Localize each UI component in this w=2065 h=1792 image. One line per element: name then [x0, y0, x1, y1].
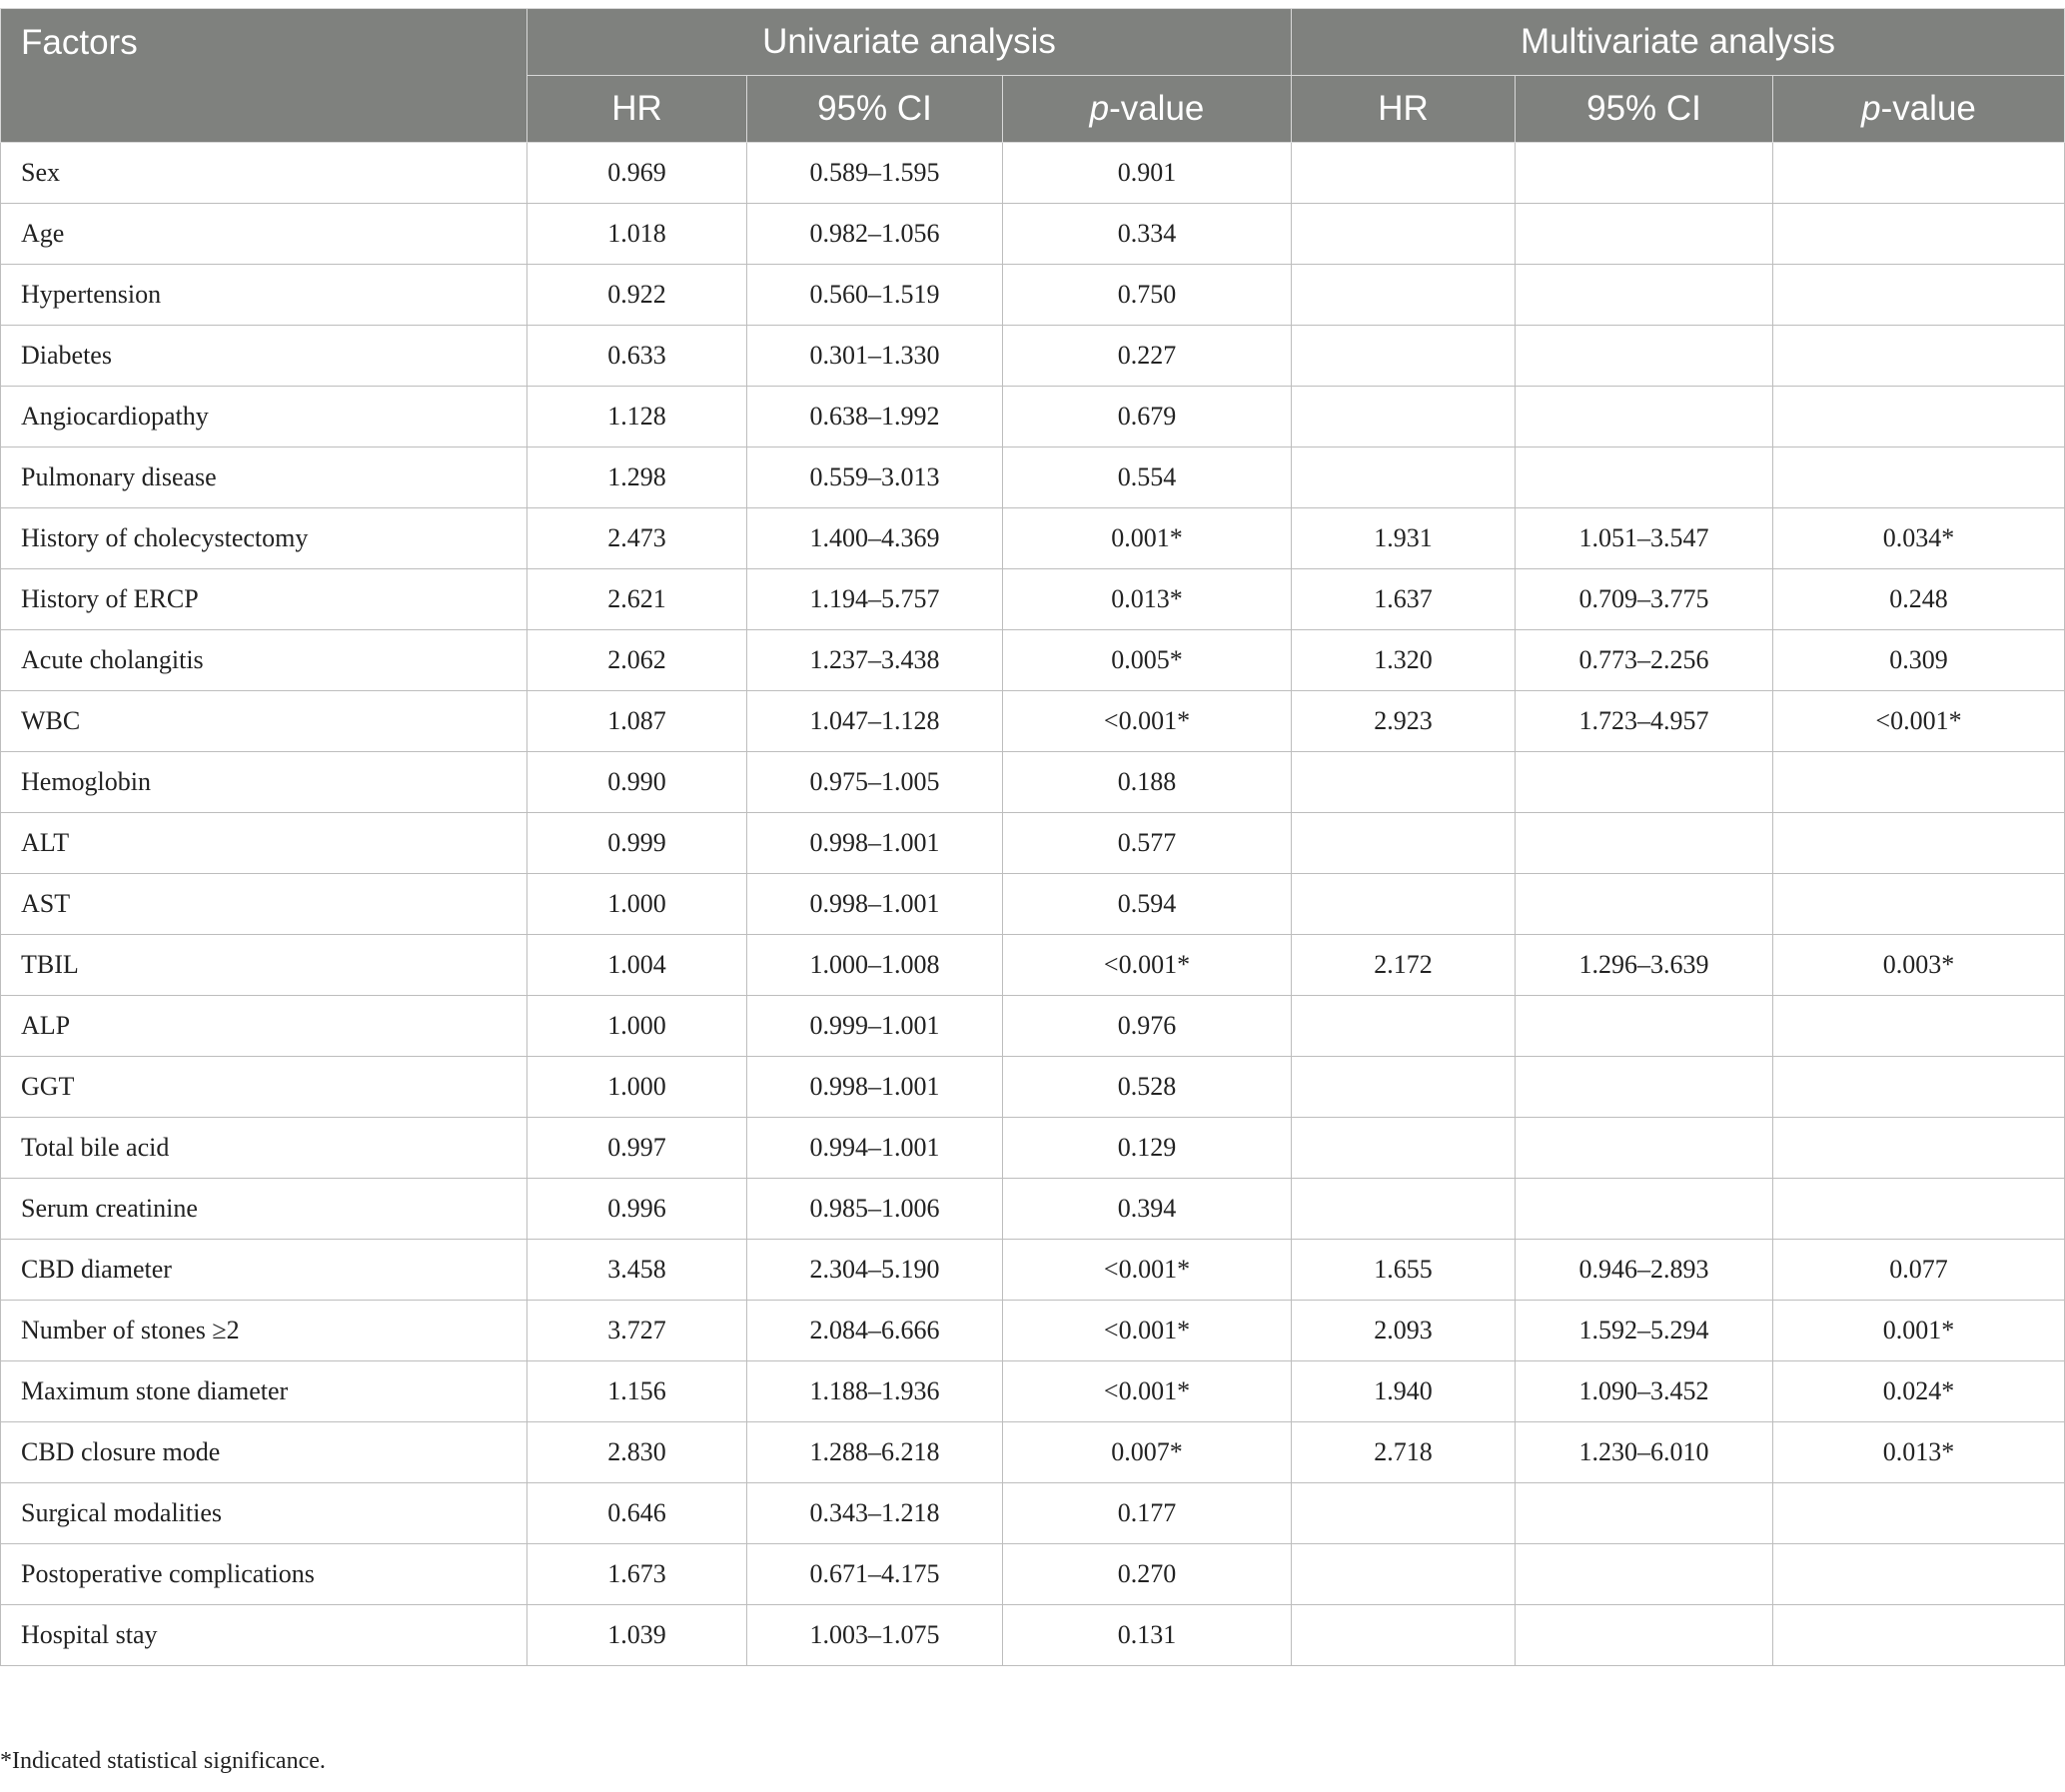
multivariate-p-cell	[1773, 1483, 2065, 1544]
univariate-p-cell: 0.976	[1003, 996, 1292, 1057]
univariate-p-cell: 0.007*	[1003, 1422, 1292, 1483]
table-row	[1, 1361, 2065, 1422]
multivariate-p-cell	[1773, 1118, 2065, 1179]
factor-cell: Hospital stay	[1, 1605, 527, 1666]
multivariate-hr-cell	[1292, 204, 1516, 265]
factor-cell: CBD closure mode	[1, 1422, 527, 1483]
multivariate-p-cell: 0.248	[1773, 569, 2065, 630]
univariate-ci-cell: 1.188–1.936	[747, 1361, 1003, 1422]
factor-cell: Acute cholangitis	[1, 630, 527, 691]
univariate-p-cell: 0.901	[1003, 143, 1292, 204]
univariate-hr-cell: 0.969	[527, 143, 747, 204]
univariate-hr-cell: 1.087	[527, 691, 747, 752]
multivariate-ci-cell: 1.723–4.957	[1516, 691, 1773, 752]
table-row	[1, 204, 2065, 265]
univariate-p-cell: 0.594	[1003, 874, 1292, 935]
univariate-hr-cell: 1.000	[527, 874, 747, 935]
multivariate-ci-cell	[1516, 204, 1773, 265]
univariate-ci-cell: 0.671–4.175	[747, 1544, 1003, 1605]
multivariate-ci-cell	[1516, 143, 1773, 204]
multivariate-p-cell	[1773, 1544, 2065, 1605]
results-table	[0, 8, 2065, 1666]
header-factors: Factors	[1, 9, 527, 143]
table-row	[1, 448, 2065, 508]
factor-cell: Diabetes	[1, 326, 527, 387]
p-suffix: -value	[1109, 89, 1205, 128]
multivariate-p-cell	[1773, 752, 2065, 813]
factor-cell: History of ERCP	[1, 569, 527, 630]
p-italic: p	[1089, 89, 1110, 128]
univariate-p-cell: 0.334	[1003, 204, 1292, 265]
table-row	[1, 1057, 2065, 1118]
table-row	[1, 996, 2065, 1057]
univariate-hr-cell: 2.621	[527, 569, 747, 630]
univariate-p-cell: 0.528	[1003, 1057, 1292, 1118]
univariate-p-cell: 0.750	[1003, 265, 1292, 326]
multivariate-hr-cell	[1292, 996, 1516, 1057]
header-univariate: Univariate analysis	[527, 9, 1292, 76]
univariate-hr-cell: 0.990	[527, 752, 747, 813]
table-row	[1, 1179, 2065, 1240]
univariate-ci-cell: 0.301–1.330	[747, 326, 1003, 387]
multivariate-hr-cell	[1292, 1179, 1516, 1240]
multivariate-hr-cell	[1292, 1118, 1516, 1179]
table-row	[1, 1118, 2065, 1179]
univariate-hr-cell: 1.000	[527, 1057, 747, 1118]
p-italic: p	[1861, 89, 1881, 128]
table-row	[1, 1240, 2065, 1301]
multivariate-hr-cell: 1.655	[1292, 1240, 1516, 1301]
univariate-p-cell: <0.001*	[1003, 1301, 1292, 1361]
univariate-hr-cell: 0.922	[527, 265, 747, 326]
table-row	[1, 752, 2065, 813]
factor-cell: Surgical modalities	[1, 1483, 527, 1544]
table-row	[1, 874, 2065, 935]
univariate-hr-cell: 3.458	[527, 1240, 747, 1301]
univariate-p-cell: 0.394	[1003, 1179, 1292, 1240]
multivariate-ci-cell	[1516, 1605, 1773, 1666]
table-body	[1, 143, 2065, 1666]
multivariate-hr-cell	[1292, 1057, 1516, 1118]
factor-cell: Hemoglobin	[1, 752, 527, 813]
univariate-p-cell: 0.554	[1003, 448, 1292, 508]
multivariate-p-cell: 0.034*	[1773, 508, 2065, 569]
univariate-hr-cell: 0.999	[527, 813, 747, 874]
multivariate-ci-cell: 0.773–2.256	[1516, 630, 1773, 691]
header-multivariate-ci: 95% CI	[1516, 76, 1773, 143]
multivariate-p-cell	[1773, 326, 2065, 387]
table-row	[1, 387, 2065, 448]
univariate-hr-cell: 1.000	[527, 996, 747, 1057]
multivariate-hr-cell: 1.320	[1292, 630, 1516, 691]
table-row	[1, 1544, 2065, 1605]
multivariate-ci-cell	[1516, 874, 1773, 935]
multivariate-hr-cell	[1292, 874, 1516, 935]
univariate-ci-cell: 1.194–5.757	[747, 569, 1003, 630]
factor-cell: Pulmonary disease	[1, 448, 527, 508]
multivariate-hr-cell: 1.940	[1292, 1361, 1516, 1422]
table-row	[1, 935, 2065, 996]
univariate-hr-cell: 1.039	[527, 1605, 747, 1666]
multivariate-ci-cell	[1516, 1544, 1773, 1605]
table-row	[1, 508, 2065, 569]
multivariate-p-cell	[1773, 143, 2065, 204]
univariate-p-cell: <0.001*	[1003, 691, 1292, 752]
multivariate-hr-cell: 2.718	[1292, 1422, 1516, 1483]
univariate-p-cell: <0.001*	[1003, 1361, 1292, 1422]
univariate-ci-cell: 0.589–1.595	[747, 143, 1003, 204]
multivariate-hr-cell: 1.637	[1292, 569, 1516, 630]
header-multivariate: Multivariate analysis	[1292, 9, 2065, 76]
multivariate-hr-cell	[1292, 143, 1516, 204]
factor-cell: ALT	[1, 813, 527, 874]
univariate-ci-cell: 1.047–1.128	[747, 691, 1003, 752]
univariate-hr-cell: 0.996	[527, 1179, 747, 1240]
univariate-ci-cell: 0.560–1.519	[747, 265, 1003, 326]
univariate-ci-cell: 0.985–1.006	[747, 1179, 1003, 1240]
factor-cell: WBC	[1, 691, 527, 752]
univariate-ci-cell: 2.084–6.666	[747, 1301, 1003, 1361]
univariate-hr-cell: 0.633	[527, 326, 747, 387]
univariate-hr-cell: 3.727	[527, 1301, 747, 1361]
univariate-hr-cell: 2.062	[527, 630, 747, 691]
univariate-hr-cell: 1.128	[527, 387, 747, 448]
univariate-p-cell: 0.577	[1003, 813, 1292, 874]
multivariate-p-cell: <0.001*	[1773, 691, 2065, 752]
header-univariate-pvalue	[1003, 76, 1292, 143]
univariate-p-cell: 0.013*	[1003, 569, 1292, 630]
multivariate-p-cell: 0.077	[1773, 1240, 2065, 1301]
factor-cell: History of cholecystectomy	[1, 508, 527, 569]
multivariate-ci-cell: 1.230–6.010	[1516, 1422, 1773, 1483]
multivariate-p-cell	[1773, 1605, 2065, 1666]
multivariate-hr-cell	[1292, 265, 1516, 326]
factor-cell: GGT	[1, 1057, 527, 1118]
table-header	[1, 9, 2065, 143]
multivariate-hr-cell: 2.923	[1292, 691, 1516, 752]
multivariate-hr-cell	[1292, 813, 1516, 874]
univariate-hr-cell: 1.156	[527, 1361, 747, 1422]
univariate-p-cell: 0.227	[1003, 326, 1292, 387]
univariate-hr-cell: 2.830	[527, 1422, 747, 1483]
univariate-ci-cell: 2.304–5.190	[747, 1240, 1003, 1301]
univariate-hr-cell: 1.004	[527, 935, 747, 996]
multivariate-ci-cell	[1516, 752, 1773, 813]
factor-cell: Serum creatinine	[1, 1179, 527, 1240]
multivariate-hr-cell	[1292, 1483, 1516, 1544]
p-suffix: -value	[1880, 89, 1976, 128]
univariate-p-cell: 0.177	[1003, 1483, 1292, 1544]
univariate-ci-cell: 0.998–1.001	[747, 813, 1003, 874]
table-row	[1, 143, 2065, 204]
multivariate-p-cell	[1773, 387, 2065, 448]
univariate-p-cell: 0.001*	[1003, 508, 1292, 569]
footnote: *Indicated statistical significance.	[0, 1748, 326, 1774]
multivariate-p-cell	[1773, 265, 2065, 326]
multivariate-ci-cell	[1516, 1057, 1773, 1118]
univariate-ci-cell: 0.975–1.005	[747, 752, 1003, 813]
multivariate-p-cell: 0.309	[1773, 630, 2065, 691]
multivariate-ci-cell: 1.296–3.639	[1516, 935, 1773, 996]
multivariate-hr-cell	[1292, 326, 1516, 387]
multivariate-ci-cell	[1516, 326, 1773, 387]
univariate-ci-cell: 0.982–1.056	[747, 204, 1003, 265]
multivariate-p-cell	[1773, 204, 2065, 265]
multivariate-p-cell: 0.024*	[1773, 1361, 2065, 1422]
header-univariate-hr: HR	[527, 76, 747, 143]
univariate-ci-cell: 0.994–1.001	[747, 1118, 1003, 1179]
factor-cell: Hypertension	[1, 265, 527, 326]
factor-cell: Number of stones ≥2	[1, 1301, 527, 1361]
multivariate-ci-cell: 1.592–5.294	[1516, 1301, 1773, 1361]
univariate-p-cell: <0.001*	[1003, 935, 1292, 996]
factor-cell: Age	[1, 204, 527, 265]
multivariate-hr-cell: 1.931	[1292, 508, 1516, 569]
table-container	[0, 8, 2065, 1666]
table-row	[1, 813, 2065, 874]
factor-cell: Total bile acid	[1, 1118, 527, 1179]
univariate-ci-cell: 1.288–6.218	[747, 1422, 1003, 1483]
factor-cell: Angiocardiopathy	[1, 387, 527, 448]
univariate-p-cell: 0.005*	[1003, 630, 1292, 691]
multivariate-p-cell	[1773, 1057, 2065, 1118]
table-row	[1, 569, 2065, 630]
table-row	[1, 1301, 2065, 1361]
univariate-ci-cell: 1.003–1.075	[747, 1605, 1003, 1666]
multivariate-ci-cell	[1516, 448, 1773, 508]
univariate-ci-cell: 0.999–1.001	[747, 996, 1003, 1057]
univariate-ci-cell: 0.343–1.218	[747, 1483, 1003, 1544]
multivariate-hr-cell	[1292, 387, 1516, 448]
univariate-hr-cell: 1.018	[527, 204, 747, 265]
table-row	[1, 326, 2065, 387]
univariate-hr-cell: 1.298	[527, 448, 747, 508]
multivariate-hr-cell	[1292, 1544, 1516, 1605]
univariate-p-cell: 0.270	[1003, 1544, 1292, 1605]
univariate-hr-cell: 2.473	[527, 508, 747, 569]
univariate-p-cell: 0.131	[1003, 1605, 1292, 1666]
multivariate-p-cell	[1773, 996, 2065, 1057]
multivariate-ci-cell	[1516, 813, 1773, 874]
factor-cell: Postoperative complications	[1, 1544, 527, 1605]
multivariate-p-cell: 0.003*	[1773, 935, 2065, 996]
header-multivariate-hr: HR	[1292, 76, 1516, 143]
header-univariate-ci: 95% CI	[747, 76, 1003, 143]
multivariate-hr-cell	[1292, 752, 1516, 813]
univariate-hr-cell: 1.673	[527, 1544, 747, 1605]
univariate-ci-cell: 0.638–1.992	[747, 387, 1003, 448]
multivariate-ci-cell: 1.090–3.452	[1516, 1361, 1773, 1422]
multivariate-hr-cell	[1292, 1605, 1516, 1666]
univariate-p-cell: <0.001*	[1003, 1240, 1292, 1301]
header-multivariate-pvalue	[1773, 76, 2065, 143]
multivariate-hr-cell: 2.093	[1292, 1301, 1516, 1361]
factor-cell: Sex	[1, 143, 527, 204]
multivariate-ci-cell: 0.946–2.893	[1516, 1240, 1773, 1301]
factor-cell: ALP	[1, 996, 527, 1057]
multivariate-hr-cell: 2.172	[1292, 935, 1516, 996]
table-row	[1, 691, 2065, 752]
multivariate-ci-cell	[1516, 1483, 1773, 1544]
table-row	[1, 265, 2065, 326]
multivariate-hr-cell	[1292, 448, 1516, 508]
multivariate-p-cell	[1773, 1179, 2065, 1240]
multivariate-ci-cell	[1516, 387, 1773, 448]
factor-cell: CBD diameter	[1, 1240, 527, 1301]
multivariate-p-cell: 0.001*	[1773, 1301, 2065, 1361]
multivariate-ci-cell	[1516, 996, 1773, 1057]
multivariate-p-cell	[1773, 448, 2065, 508]
univariate-ci-cell: 0.998–1.001	[747, 874, 1003, 935]
multivariate-ci-cell: 1.051–3.547	[1516, 508, 1773, 569]
multivariate-ci-cell	[1516, 1179, 1773, 1240]
univariate-hr-cell: 0.997	[527, 1118, 747, 1179]
table-row	[1, 1605, 2065, 1666]
univariate-p-cell: 0.679	[1003, 387, 1292, 448]
header-row-groups	[1, 9, 2065, 76]
univariate-ci-cell: 1.237–3.438	[747, 630, 1003, 691]
univariate-ci-cell: 1.000–1.008	[747, 935, 1003, 996]
multivariate-p-cell: 0.013*	[1773, 1422, 2065, 1483]
multivariate-p-cell	[1773, 874, 2065, 935]
table-row	[1, 630, 2065, 691]
multivariate-p-cell	[1773, 813, 2065, 874]
multivariate-ci-cell	[1516, 1118, 1773, 1179]
univariate-p-cell: 0.129	[1003, 1118, 1292, 1179]
table-row	[1, 1422, 2065, 1483]
factor-cell: TBIL	[1, 935, 527, 996]
factor-cell: AST	[1, 874, 527, 935]
multivariate-ci-cell	[1516, 265, 1773, 326]
univariate-ci-cell: 0.559–3.013	[747, 448, 1003, 508]
table-row	[1, 1483, 2065, 1544]
univariate-ci-cell: 0.998–1.001	[747, 1057, 1003, 1118]
univariate-ci-cell: 1.400–4.369	[747, 508, 1003, 569]
factor-cell: Maximum stone diameter	[1, 1361, 527, 1422]
multivariate-ci-cell: 0.709–3.775	[1516, 569, 1773, 630]
univariate-p-cell: 0.188	[1003, 752, 1292, 813]
univariate-hr-cell: 0.646	[527, 1483, 747, 1544]
